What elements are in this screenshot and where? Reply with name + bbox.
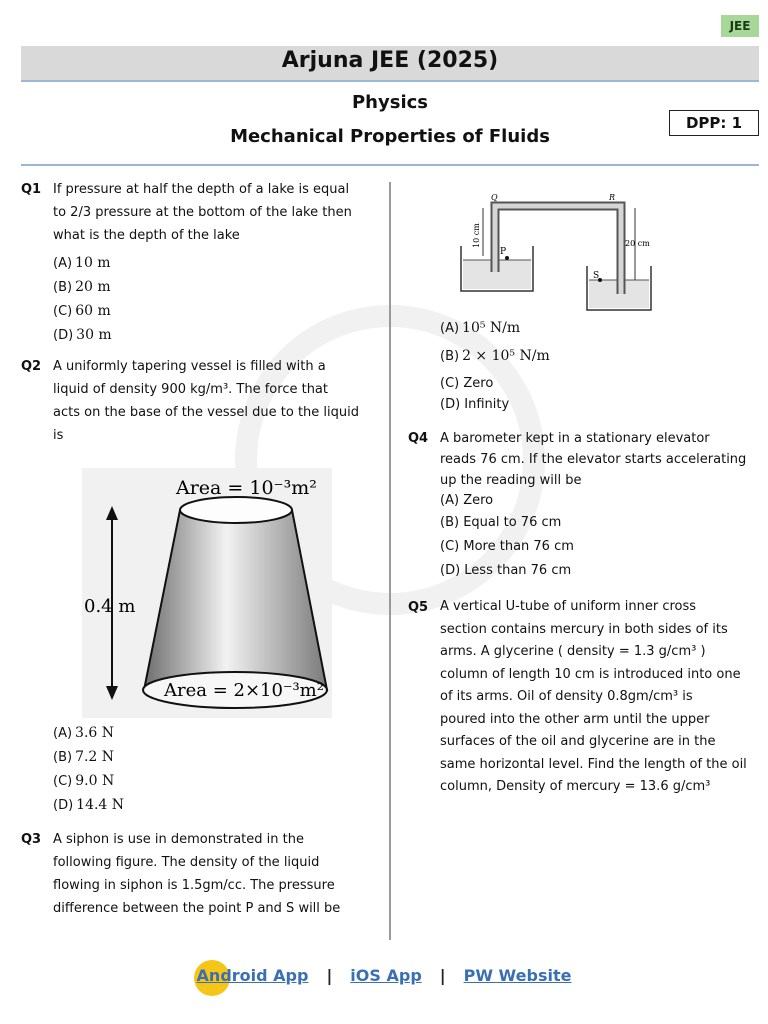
q4-number: Q4 xyxy=(408,431,429,446)
point-r-label: R xyxy=(609,193,616,202)
q4-options xyxy=(440,491,574,585)
q2-option-a[interactable]: (A) 3.6 N xyxy=(53,725,115,741)
q4-option-b[interactable]: (B) Equal to 76 cm xyxy=(440,515,562,530)
q1-options xyxy=(53,253,112,349)
subject-heading: Physics xyxy=(351,92,428,113)
point-q-label: Q xyxy=(491,193,498,202)
height-label: 0.4 m xyxy=(84,596,136,617)
q3-option-b[interactable]: (B) 2 × 10⁵ N/m xyxy=(440,348,550,364)
q2-option-c[interactable]: (C) 9.0 N xyxy=(53,773,115,789)
q4-option-d[interactable]: (D) Less than 76 cm xyxy=(440,563,572,578)
q2-text: A uniformly tapering vessel is filled with a liquid of density 900 kg/m³. The force that acts on the base of the vessel due to the liquid is xyxy=(53,359,359,443)
page-title: Arjuna JEE (2025) xyxy=(281,48,499,73)
bottom-area-label: Area = 2×10⁻³m² xyxy=(164,680,324,701)
q5-text: A vertical U-tube of uniform inner cross section contains mercury in both sides of its arms. A glycerine ( density = 1.3 g/cm³ ) column of length 10 cm is introduced into one of its arms. Oil of density 0.8gm/cm³ is poured into the other arm until the upper surfaces of the oil and glycerine are in the same horizontal level. Find the length of the oil column, Density of mercury = 13.6 g/cm³ xyxy=(440,599,747,794)
q3-text: A siphon is use in demonstrated in the following figure. The density of the liquid flowing in siphon is 1.5gm/cc. The pressure difference between the point P and S will be xyxy=(53,832,341,916)
q4-option-c[interactable]: (C) More than 76 cm xyxy=(440,539,574,554)
ios-app-link[interactable]: iOS App xyxy=(350,966,422,985)
left-length-label: 10 cm xyxy=(472,223,481,248)
q3-option-a[interactable]: (A) 10⁵ N/m xyxy=(440,320,521,336)
pw-website-link[interactable]: PW Website xyxy=(463,966,572,985)
q1-text: If pressure at half the depth of a lake is equal to 2/3 pressure at the bottom of the lake then what is the depth of the lake xyxy=(53,182,352,243)
q3-number: Q3 xyxy=(21,832,42,847)
q1-number: Q1 xyxy=(21,182,42,197)
tapered-vessel-figure xyxy=(82,468,332,718)
q5-number: Q5 xyxy=(408,600,429,615)
right-length-label: 20 cm xyxy=(625,239,650,248)
q2-options xyxy=(53,723,124,819)
q1-option-b[interactable]: (B) 20 m xyxy=(53,279,111,295)
q2-option-b[interactable]: (B) 7.2 N xyxy=(53,749,115,765)
q3-options xyxy=(440,318,550,416)
q1-option-d[interactable]: (D) 30 m xyxy=(53,327,112,343)
q2-option-d[interactable]: (D) 14.4 N xyxy=(53,797,125,813)
q4-option-a[interactable]: (A) Zero xyxy=(440,493,494,508)
point-p-label: P xyxy=(500,247,507,257)
top-area-label: Area = 10⁻³m² xyxy=(176,477,317,499)
vessel-top xyxy=(180,497,292,523)
header-divider xyxy=(21,164,759,166)
q1-option-c[interactable]: (C) 60 m xyxy=(53,303,111,319)
footer-separator: | xyxy=(439,966,446,985)
q4-text: A barometer kept in a stationary elevator reads 76 cm. If the elevator starts accelerating up the reading will be xyxy=(440,431,747,488)
dpp-label: DPP: 1 xyxy=(669,110,759,136)
q1-option-a[interactable]: (A) 10 m xyxy=(53,255,111,271)
footer-separator: | xyxy=(326,966,333,985)
chapter-heading: Mechanical Properties of Fluids xyxy=(230,126,550,147)
q3-option-d[interactable]: (D) Infinity xyxy=(440,397,510,412)
footer-links xyxy=(0,966,768,985)
q2-number: Q2 xyxy=(21,359,42,374)
q3-option-c[interactable]: (C) Zero xyxy=(440,376,494,391)
point-s-label: S xyxy=(593,271,600,281)
siphon-figure xyxy=(455,188,665,316)
exam-badge: JEE xyxy=(721,15,759,37)
android-app-link[interactable]: Android App xyxy=(196,966,309,985)
